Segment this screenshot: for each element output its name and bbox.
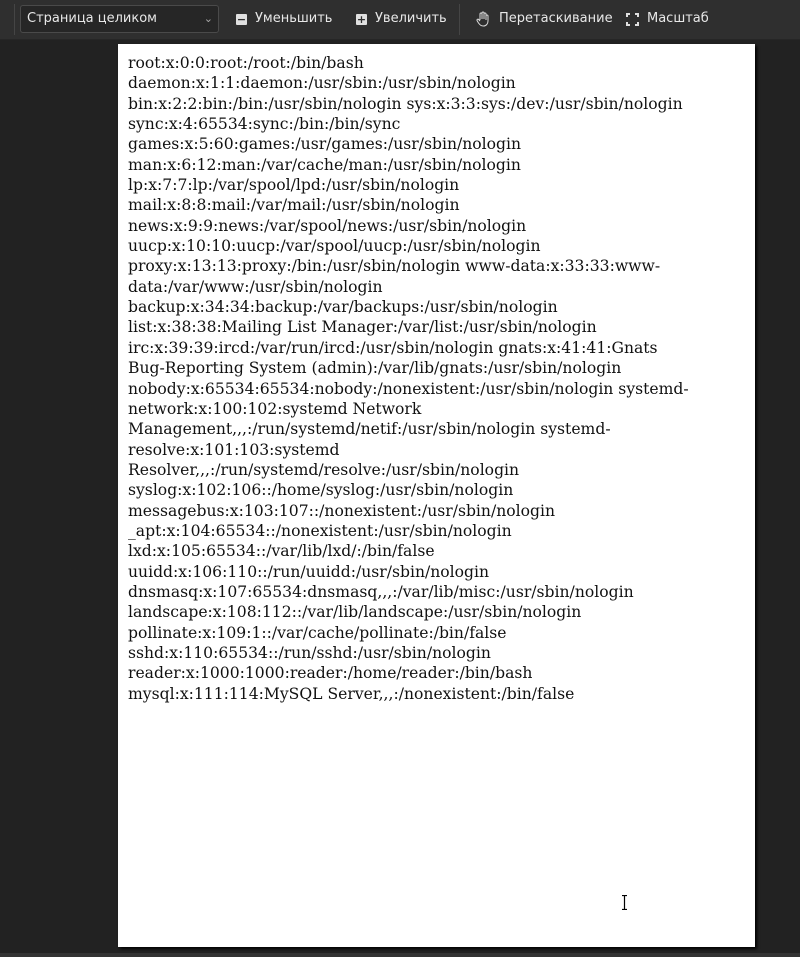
zoom-out-label: Уменьшить [255, 11, 333, 26]
document-line: sync:x:4:65534:sync:/bin:/bin/sync [128, 115, 401, 134]
document-line: nobody:x:65534:65534:nobody:/nonexistent:/usr/sbin/nologin systemd- [128, 379, 689, 398]
document-line: Bug-Reporting System (admin):/var/lib/gnats:/usr/sbin/nologin [128, 359, 622, 378]
document-line: dnsmasq:x:107:65534:dnsmasq,,,:/var/lib/misc:/usr/sbin/nologin [128, 582, 634, 601]
document-line: data:/var/www:/usr/sbin/nologin [128, 277, 383, 296]
document-line: _apt:x:104:65534::/nonexistent:/usr/sbin/nologin [128, 521, 512, 540]
zoom-tool-button[interactable] [626, 5, 709, 33]
document-line: list:x:38:38:Mailing List Manager:/var/list:/usr/sbin/nologin [128, 318, 597, 337]
document-line: man:x:6:12:man:/var/cache/man:/usr/sbin/nologin [128, 155, 521, 174]
document-line: irc:x:39:39:ircd:/var/run/ircd:/usr/sbin/nologin gnats:x:41:41:Gnats [128, 338, 658, 357]
document-line: landscape:x:108:112::/var/lib/landscape:/usr/sbin/nologin [128, 603, 582, 622]
zoom-out-button[interactable] [236, 5, 332, 33]
document-page [118, 44, 755, 947]
document-line: proxy:x:13:13:proxy:/bin:/usr/sbin/nologin www-data:x:33:33:www- [128, 257, 661, 276]
hand-icon [475, 11, 491, 27]
document-line: pollinate:x:109:1::/var/cache/pollinate:/bin/false [128, 623, 507, 642]
document-line: bin:x:2:2:bin:/bin:/usr/sbin/nologin sys:x:3:3:sys:/dev:/usr/sbin/nologin [128, 94, 683, 113]
zoom-mode-value: Страница целиком [27, 11, 157, 26]
document-line: uucp:x:10:10:uucp:/var/spool/uucp:/usr/sbin/nologin [128, 237, 541, 256]
zoom-frame-icon [626, 13, 639, 26]
document-line: backup:x:34:34:backup:/var/backups:/usr/sbin/nologin [128, 298, 558, 317]
document-text [128, 53, 689, 704]
document-line: sshd:x:110:65534::/run/sshd:/usr/sbin/nologin [128, 643, 491, 662]
document-line: syslog:x:102:106::/home/syslog:/usr/sbin/nologin [128, 481, 514, 500]
document-line: daemon:x:1:1:daemon:/usr/sbin:/usr/sbin/nologin [128, 74, 516, 93]
pan-tool-label: Перетаскивание [499, 11, 613, 26]
zoom-in-button[interactable] [356, 5, 447, 33]
zoom-tool-label: Масштаб [647, 11, 709, 26]
plus-icon: + [356, 12, 367, 26]
document-line: messagebus:x:103:107::/nonexistent:/usr/sbin/nologin [128, 501, 556, 520]
status-bar [0, 953, 800, 957]
document-line: mail:x:8:8:mail:/var/mail:/usr/sbin/nologin [128, 196, 460, 215]
document-line: uuidd:x:106:110::/run/uuidd:/usr/sbin/nologin [128, 562, 490, 581]
zoom-mode-select[interactable] [20, 5, 219, 33]
text-cursor-icon [622, 895, 627, 910]
minus-icon: − [236, 12, 247, 26]
document-line: lp:x:7:7:lp:/var/spool/lpd:/usr/sbin/nologin [128, 176, 460, 195]
document-line: network:x:100:102:systemd Network [128, 399, 422, 418]
document-line: reader:x:1000:1000:reader:/home/reader:/bin/bash [128, 664, 533, 683]
document-line: Management,,,:/run/systemd/netif:/usr/sbin/nologin systemd- [128, 420, 611, 439]
chevron-down-icon: ⌄ [203, 12, 213, 25]
document-line: root:x:0:0:root:/root:/bin/bash [128, 54, 364, 72]
document-line: news:x:9:9:news:/var/spool/news:/usr/sbin/nologin [128, 216, 527, 235]
document-line: Resolver,,,:/run/systemd/resolve:/usr/sbin/nologin [128, 460, 520, 479]
toolbar [0, 0, 800, 40]
document-line: games:x:5:60:games:/usr/games:/usr/sbin/nologin [128, 135, 522, 154]
document-line: resolve:x:101:103:systemd [128, 440, 340, 459]
pan-tool-button[interactable] [475, 5, 613, 33]
document-line: mysql:x:111:114:MySQL Server,,,:/nonexistent:/bin/false [128, 684, 575, 703]
zoom-in-label: Увеличить [375, 11, 447, 26]
toolbar-separator [459, 4, 460, 35]
toolbar-separator [14, 4, 15, 35]
document-line: lxd:x:105:65534::/var/lib/lxd/:/bin/false [128, 542, 435, 561]
